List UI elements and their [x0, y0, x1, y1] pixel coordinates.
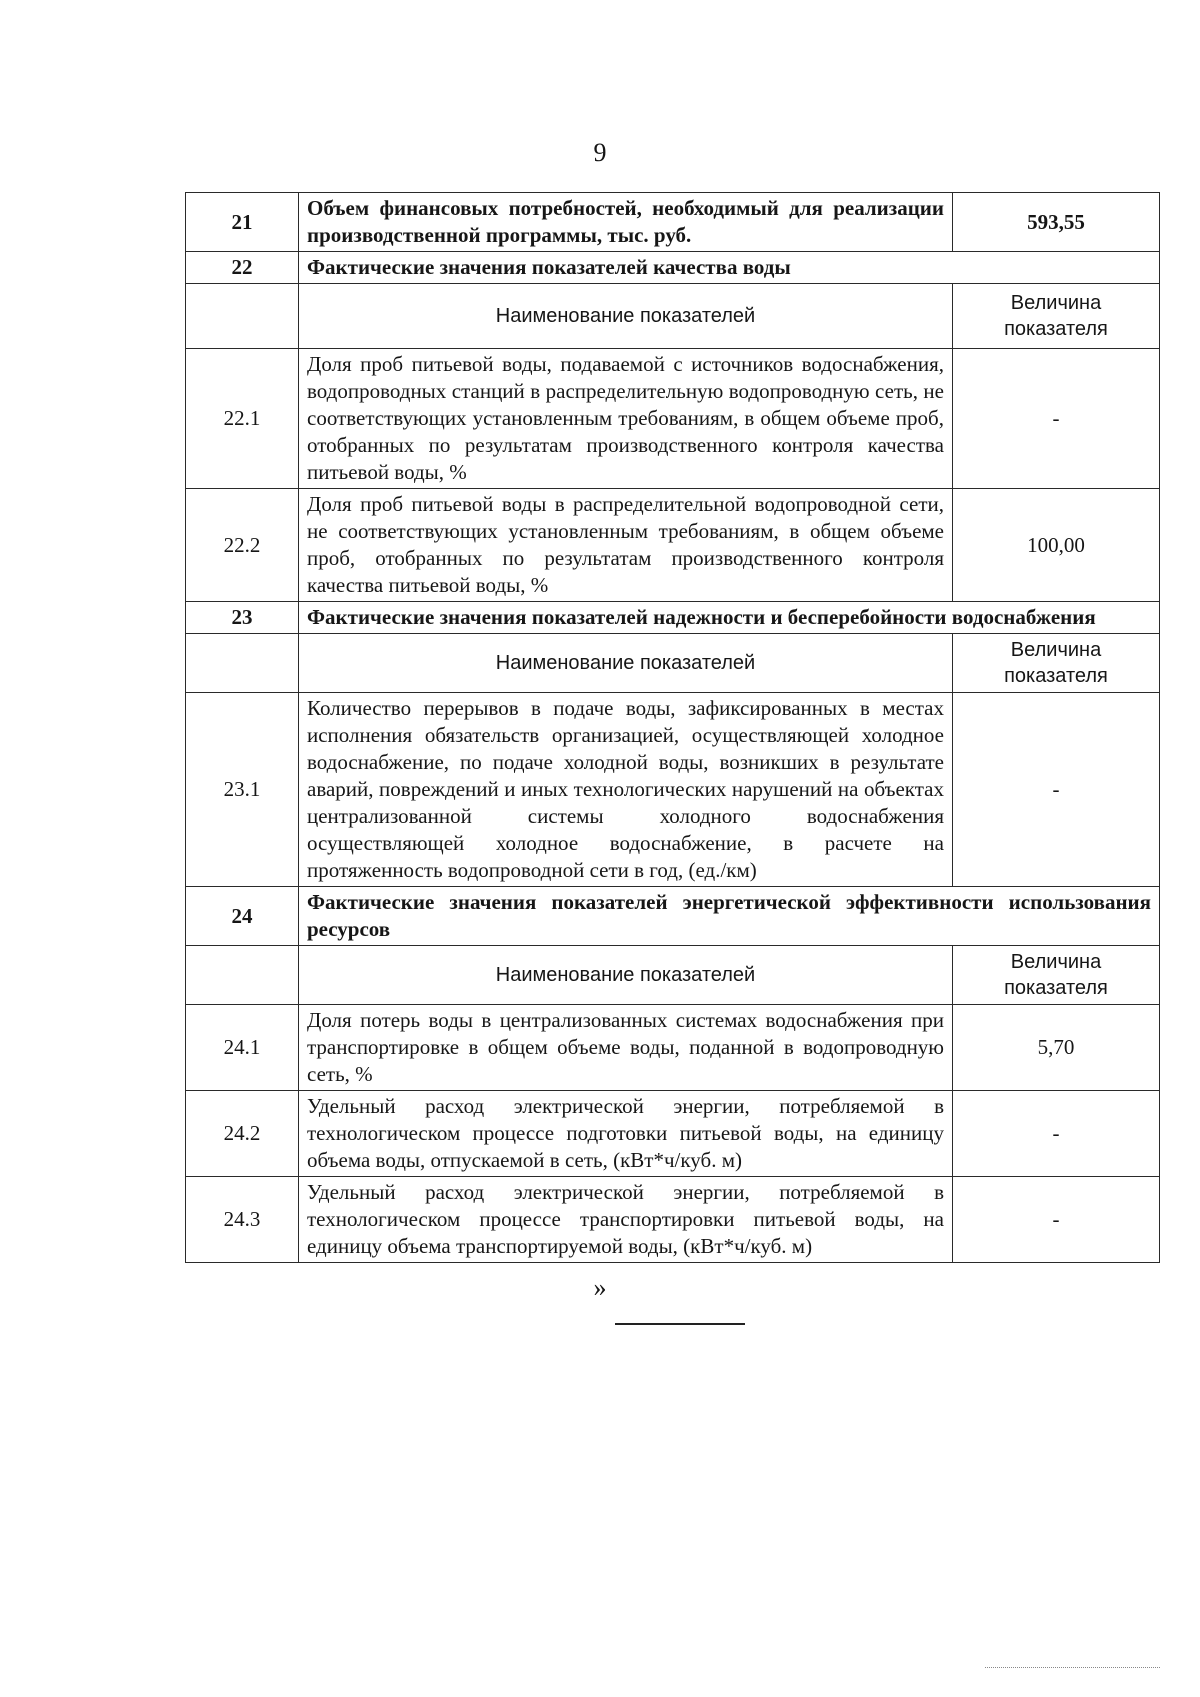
section-title: Фактические значения показателей надежности и бесперебойности водоснабжения [299, 602, 1160, 634]
section-22-header-row [186, 284, 1160, 349]
row-22-1 [186, 349, 1160, 489]
row-24-2 [186, 1091, 1160, 1177]
section-number: 22 [186, 252, 299, 284]
section-23-header-row [186, 634, 1160, 693]
row-text: Объем финансовых потребностей, необходимый для реализации производственной программы, тыс. руб. [299, 193, 953, 252]
section-title: Фактические значения показателей качества воды [299, 252, 1160, 284]
column-header-name: Наименование показателей [299, 946, 953, 1005]
row-number: 24.3 [186, 1177, 299, 1263]
indicators-table [185, 192, 1160, 1263]
end-rule [615, 1323, 745, 1325]
row-number: 24.2 [186, 1091, 299, 1177]
row-text: Удельный расход электрической энергии, потребляемой в технологическом процессе транспортировки питьевой воды, на единицу объема транспортируемой воды, (кВт*ч/куб. м) [299, 1177, 953, 1263]
row-number: 22.2 [186, 489, 299, 602]
page-number: 9 [593, 138, 607, 167]
row-text: Количество перерывов в подаче воды, зафиксированных в местах исполнения обязательств организацией, осуществляющей холодное водоснабжение, по подаче холодной воды, возникших в результате аварий, повреждений и иных технологических нарушений на объектах централизованной системы холодного водоснабжения осуществляющей холодное водоснабжение, в расчете на протяженность водопроводной сети в год, (ед./км) [299, 693, 953, 887]
footer-dotted-line [985, 1667, 1160, 1668]
column-header-value: Величина показателя [953, 946, 1160, 1005]
closing-quote-mark: » [593, 1273, 607, 1302]
row-22-2 [186, 489, 1160, 602]
row-value: 593,55 [953, 193, 1160, 252]
section-number: 24 [186, 887, 299, 946]
section-23-title-row [186, 602, 1160, 634]
row-text: Удельный расход электрической энергии, потребляемой в технологическом процессе подготовки питьевой воды, на единицу объема воды, отпускаемой в сеть, (кВт*ч/куб. м) [299, 1091, 953, 1177]
section-22-title-row [186, 252, 1160, 284]
row-number: 24.1 [186, 1005, 299, 1091]
row-23-1 [186, 693, 1160, 887]
empty-cell [186, 946, 299, 1005]
section-24-title-row [186, 887, 1160, 946]
empty-cell [186, 634, 299, 693]
row-24-1 [186, 1005, 1160, 1091]
row-number: 21 [186, 193, 299, 252]
row-text: Доля проб питьевой воды, подаваемой с источников водоснабжения, водопроводных станций в распределительную водопроводную сеть, не соответствующих установленным требованиям, в общем объеме проб, отобранных по результатам производственного контроля качества питьевой воды, % [299, 349, 953, 489]
row-value: 5,70 [953, 1005, 1160, 1091]
row-number: 22.1 [186, 349, 299, 489]
row-value: - [953, 1091, 1160, 1177]
row-value: 100,00 [953, 489, 1160, 602]
column-header-value: Величина показателя [953, 634, 1160, 693]
row-21 [186, 193, 1160, 252]
row-number: 23.1 [186, 693, 299, 887]
section-title: Фактические значения показателей энергетической эффективности использования ресурсов [299, 887, 1160, 946]
row-text: Доля потерь воды в централизованных системах водоснабжения при транспортировке в общем объеме воды, поданной в водопроводную сеть, % [299, 1005, 953, 1091]
column-header-name: Наименование показателей [299, 284, 953, 349]
empty-cell [186, 284, 299, 349]
row-text: Доля проб питьевой воды в распределительной водопроводной сети, не соответствующих установленным требованиям, в общем объеме проб, отобранных по результатам производственного контроля качества питьевой воды, % [299, 489, 953, 602]
row-value: - [953, 1177, 1160, 1263]
row-24-3 [186, 1177, 1160, 1263]
column-header-name: Наименование показателей [299, 634, 953, 693]
section-24-header-row [186, 946, 1160, 1005]
section-number: 23 [186, 602, 299, 634]
row-value: - [953, 349, 1160, 489]
row-value: - [953, 693, 1160, 887]
column-header-value: Величина показателя [953, 284, 1160, 349]
